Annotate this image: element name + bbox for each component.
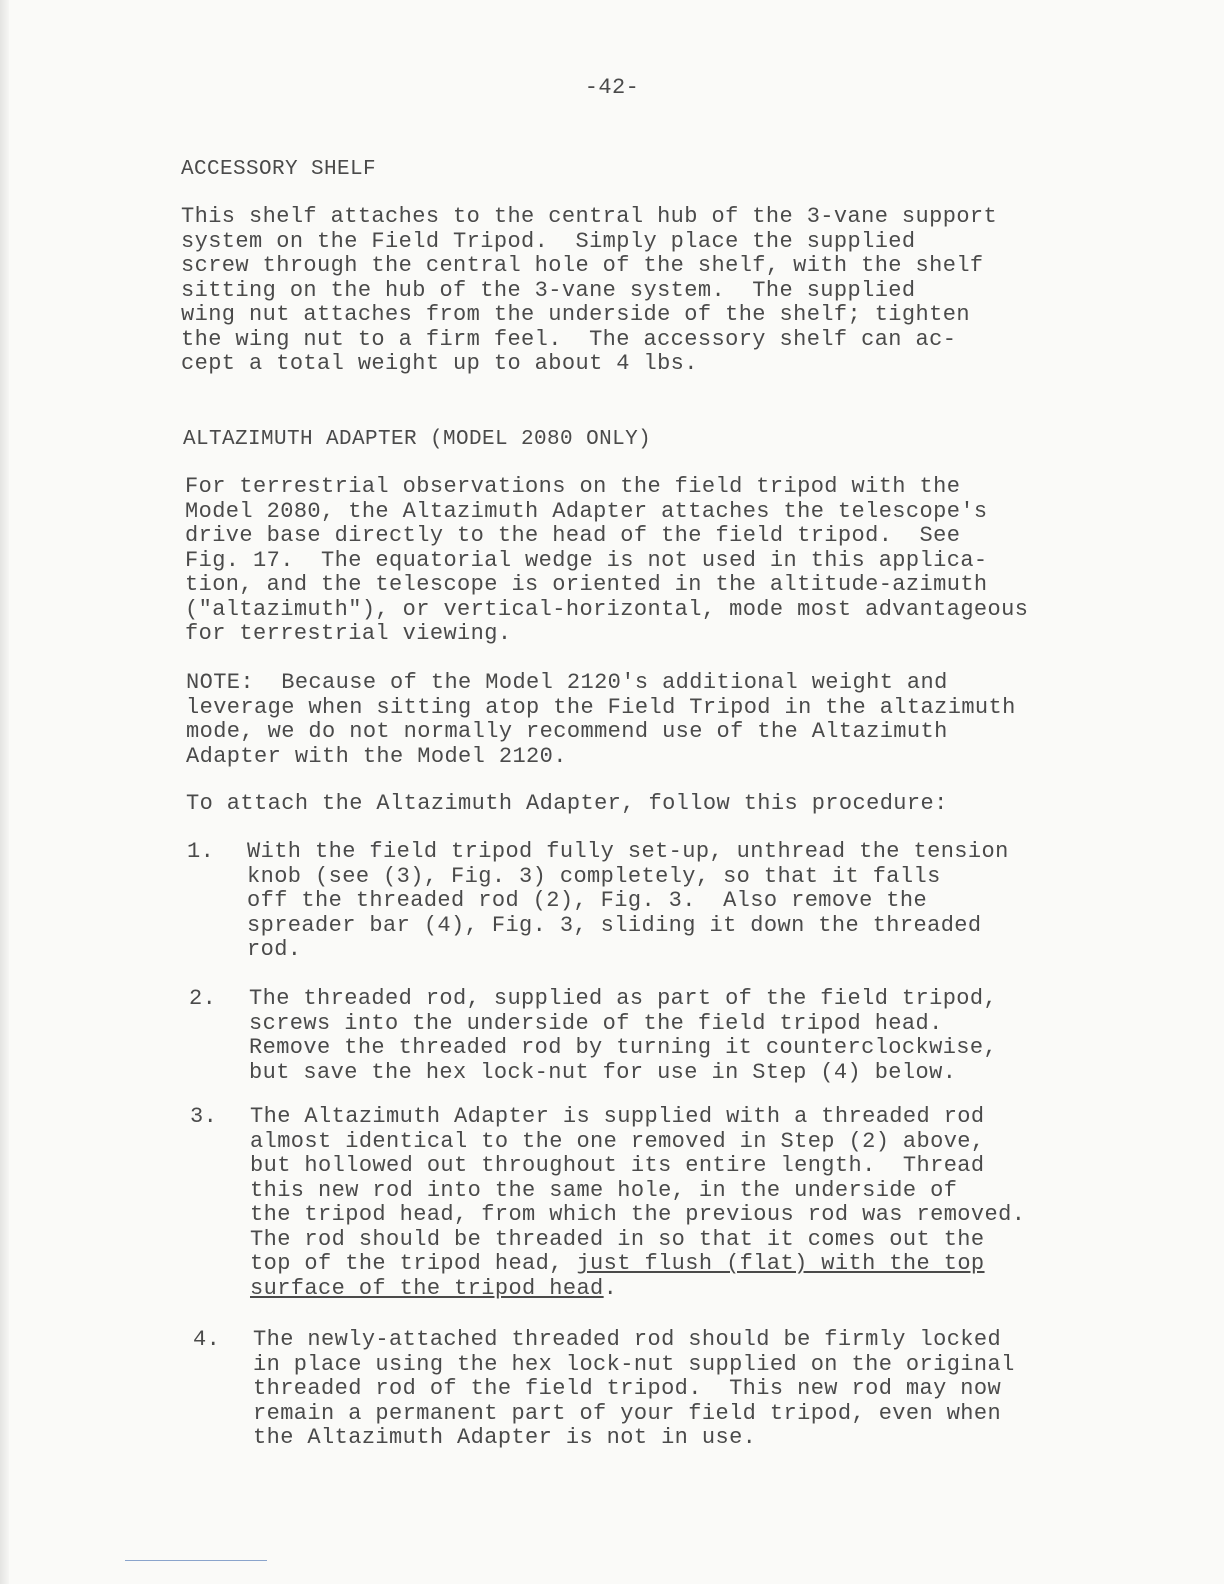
text-line: The threaded rod, supplied as part of the field tripod, bbox=[249, 986, 998, 1011]
text-line: To attach the Altazimuth Adapter, follow this procedure: bbox=[186, 791, 948, 816]
text-line: knob (see (3), Fig. 3) completely, so that it falls bbox=[247, 863, 941, 889]
step-number: 4. bbox=[193, 1327, 221, 1352]
text-line: NOTE: Because of the Model 2120's additional weight and bbox=[186, 670, 948, 695]
text-line: sitting on the hub of the 3-vane system. The supplied bbox=[181, 277, 916, 303]
altazimuth-note-paragraph bbox=[186, 671, 1016, 769]
page-edge-shadow bbox=[0, 0, 9, 1584]
altazimuth-adapter-heading: ALTAZIMUTH ADAPTER (MODEL 2080 ONLY) bbox=[183, 428, 652, 451]
accessory-shelf-heading: ACCESSORY SHELF bbox=[181, 158, 377, 181]
text-line: threaded rod of the field tripod. This new rod may now bbox=[253, 1376, 1002, 1401]
text-line: wing nut attaches from the underside of the shelf; tighten bbox=[181, 302, 970, 327]
text-line: For terrestrial observations on the field tripod with the bbox=[185, 474, 961, 499]
accessory-shelf-paragraph bbox=[181, 205, 997, 377]
text-line: in place using the hex lock-nut supplied on the original bbox=[253, 1351, 1015, 1377]
step-number: 1. bbox=[187, 839, 215, 864]
text-line: for terrestrial viewing. bbox=[185, 621, 512, 646]
text-line: tion, and the telescope is oriented in the altitude-azimuth bbox=[185, 572, 988, 597]
text-line: Adapter with the Model 2120. bbox=[186, 743, 567, 769]
step-text bbox=[247, 840, 1009, 963]
text-line: The newly-attached threaded rod should be firmly locked bbox=[253, 1327, 1002, 1352]
text-line: Model 2080, the Altazimuth Adapter attaches the telescope's bbox=[185, 498, 988, 524]
text-line: the Altazimuth Adapter is not in use. bbox=[253, 1425, 757, 1450]
text-line: This shelf attaches to the central hub of the 3-vane support bbox=[181, 204, 998, 229]
text-line bbox=[250, 1252, 1025, 1277]
text-line bbox=[250, 1277, 1025, 1302]
underlined-emphasis: just flush (flat) with the top bbox=[576, 1251, 985, 1276]
text-line: but save the hex lock-nut for use in Step (4) below. bbox=[249, 1059, 957, 1085]
text-line: system on the Field Tripod. Simply place the supplied bbox=[181, 228, 916, 254]
page-number: -42- bbox=[584, 75, 640, 100]
text-line: off the threaded rod (2), Fig. 3. Also remove the bbox=[247, 888, 928, 913]
step-number: 2. bbox=[189, 986, 217, 1011]
text-line: cept a total weight up to about 4 lbs. bbox=[181, 351, 698, 376]
altazimuth-intro-paragraph bbox=[185, 475, 1028, 647]
text-line: screws into the underside of the field tripod head. bbox=[249, 1010, 943, 1036]
text-line: With the field tripod fully set-up, unthread the tension bbox=[247, 839, 1009, 864]
text-line: mode, we do not normally recommend use of the Altazimuth bbox=[186, 719, 948, 744]
text-line: Remove the threaded rod by turning it counterclockwise, bbox=[249, 1035, 998, 1060]
text-line: The Altazimuth Adapter is supplied with a threaded rod bbox=[250, 1104, 985, 1129]
text-line: remain a permanent part of your field tripod, even when bbox=[253, 1400, 1002, 1426]
text-line: leverage when sitting atop the Field Tripod in the altazimuth bbox=[186, 694, 1016, 720]
text-line: almost identical to the one removed in Step (2) above, bbox=[250, 1128, 985, 1154]
bottom-rule bbox=[125, 1560, 267, 1561]
text-line: The rod should be threaded in so that it comes out the bbox=[250, 1226, 985, 1252]
text-line: rod. bbox=[247, 937, 302, 962]
procedure-intro bbox=[186, 792, 948, 817]
text-line: screw through the central hole of the shelf, with the shelf bbox=[181, 253, 984, 278]
step-text bbox=[253, 1328, 1015, 1451]
text-line: ("altazimuth"), or vertical-horizontal, mode most advantageous bbox=[185, 596, 1029, 622]
underlined-emphasis: surface of the tripod head bbox=[250, 1275, 604, 1301]
step-text bbox=[250, 1105, 1025, 1301]
text-line: the tripod head, from which the previous rod was removed. bbox=[250, 1202, 1026, 1227]
text-line: the wing nut to a firm feel. The accessory shelf can ac- bbox=[181, 326, 957, 352]
step-number: 3. bbox=[190, 1104, 218, 1129]
step-text bbox=[249, 987, 997, 1085]
text-line: this new rod into the same hole, in the underside of bbox=[250, 1177, 958, 1203]
text-segment: top of the tripod head, bbox=[250, 1251, 577, 1276]
text-line: but hollowed out throughout its entire length. Thread bbox=[250, 1153, 985, 1178]
text-line: drive base directly to the head of the field tripod. See bbox=[185, 523, 961, 548]
text-line: Fig. 17. The equatorial wedge is not used in this applica- bbox=[185, 547, 988, 573]
text-segment: . bbox=[603, 1275, 618, 1301]
text-line: spreader bar (4), Fig. 3, sliding it down the threaded bbox=[247, 912, 982, 938]
